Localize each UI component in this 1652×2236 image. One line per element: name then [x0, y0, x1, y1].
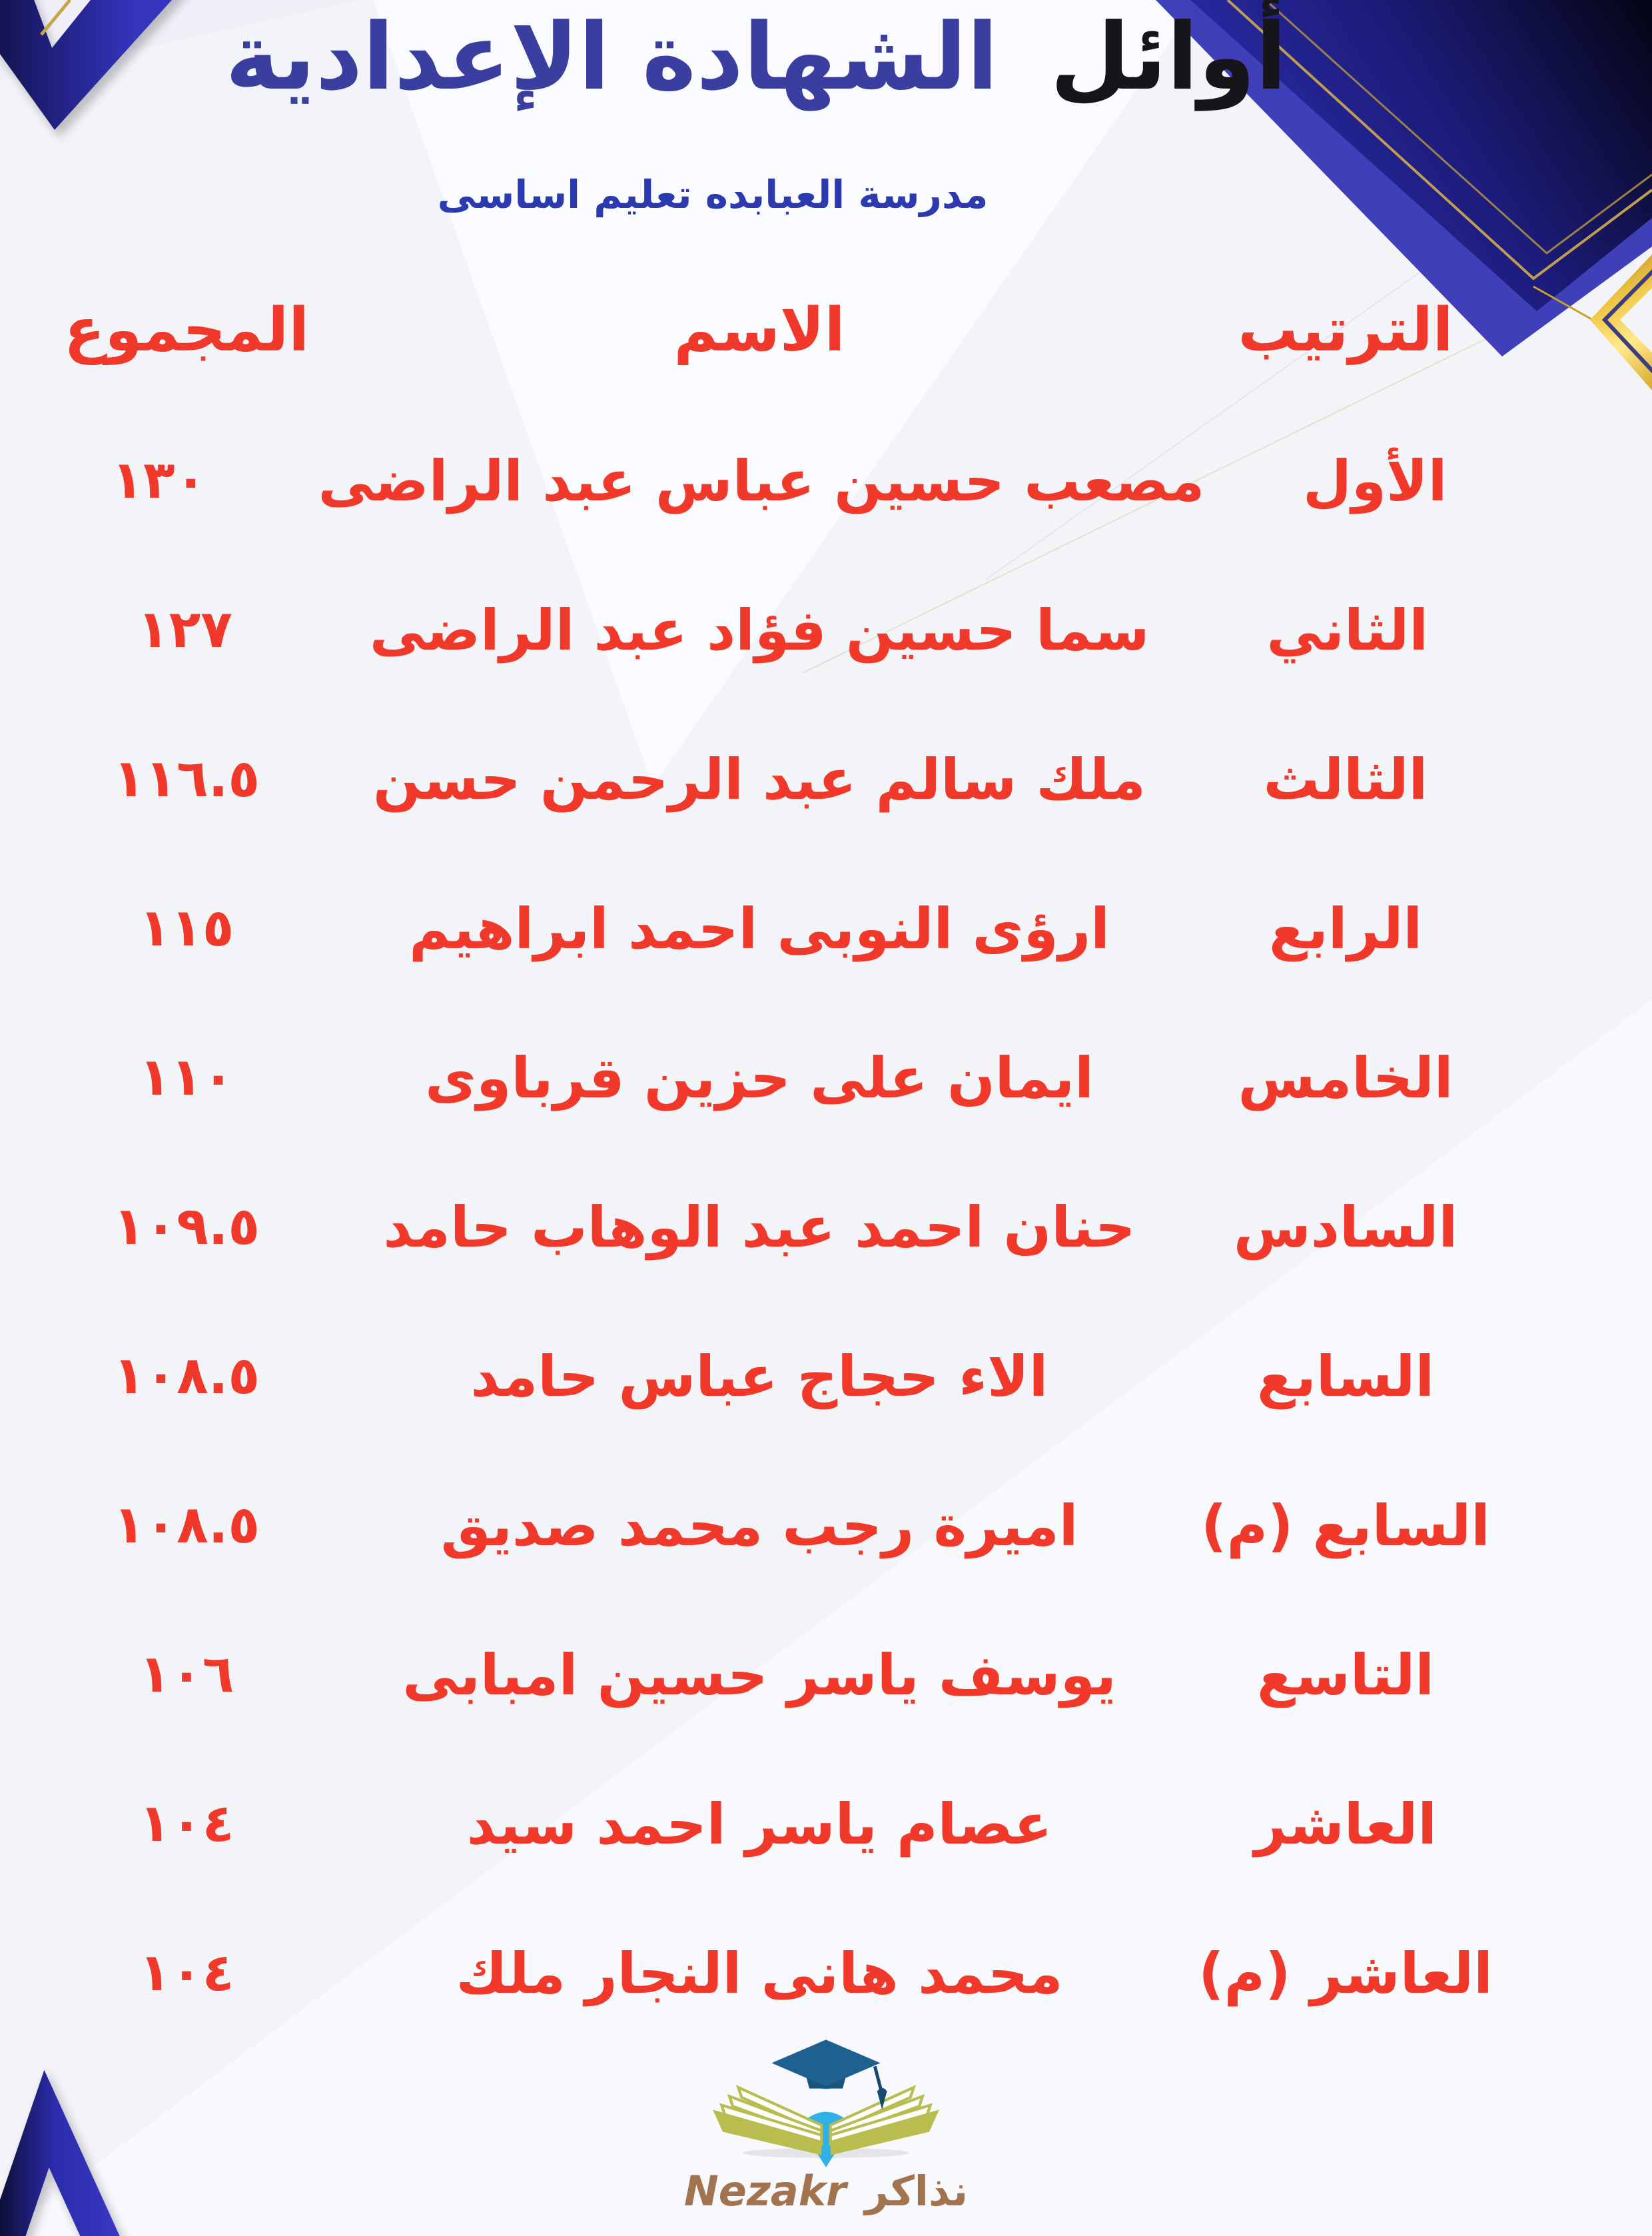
logo-latin-wordmark: Nezakr: [683, 2167, 847, 2215]
rank-cell: السابع (م): [1201, 1492, 1490, 1558]
name-cell: اميرة رجب محمد صديق: [440, 1492, 1078, 1558]
rank-cell: الرابع: [1268, 895, 1423, 961]
name-cell: عصام ياسر احمد سيد: [466, 1791, 1052, 1857]
page-title: [0, 3, 1582, 111]
table-row: [0, 406, 1652, 556]
name-cell: ارؤى النوبى احمد ابراهيم: [409, 895, 1110, 961]
name-cell: مصعب حسين عباس عبد الراضى: [318, 448, 1205, 514]
table-row: [0, 556, 1652, 705]
total-cell: ١٠٤: [139, 1794, 234, 1854]
rank-cell: التاسع: [1256, 1642, 1435, 1708]
table-header-row: [0, 267, 1652, 393]
rank-cell: الخامس: [1238, 1045, 1453, 1111]
table-row: [0, 1451, 1652, 1600]
total-cell: ١٠٤: [139, 1943, 234, 2003]
total-cell: ١٠٦: [139, 1644, 234, 1705]
total-cell: ١١٠: [139, 1047, 234, 1108]
rank-cell: الأول: [1302, 448, 1447, 514]
rank-cell: الثالث: [1263, 746, 1428, 812]
name-cell: ملك سالم عبد الرحمن حسن: [373, 746, 1146, 812]
table-row: [0, 705, 1652, 854]
total-cell: ١٠٨.٥: [113, 1495, 260, 1556]
rank-cell: السابع: [1256, 1343, 1435, 1409]
graduate-student-open-book-icon: [679, 2037, 973, 2171]
logo-wordmark: [673, 2167, 979, 2215]
name-cell: حنان احمد عبد الوهاب حامد: [383, 1194, 1136, 1260]
total-cell: ١٣٠: [111, 450, 207, 511]
table-row: [0, 1003, 1652, 1153]
table-row: [0, 854, 1652, 1003]
table-row: [0, 1899, 1652, 2048]
table-row: [0, 1302, 1652, 1451]
name-cell: الاء حجاج عباس حامد: [470, 1343, 1048, 1409]
total-cell: ١١٥: [139, 898, 234, 959]
table-row: [0, 1750, 1652, 1899]
logo-arabic-wordmark: نذاكر: [865, 2167, 969, 2215]
name-cell: سما حسين فؤاد عبد الراضى: [369, 597, 1150, 663]
title-word-first: أوائل: [1050, 3, 1287, 111]
total-cell: ١٠٨.٥: [113, 1346, 260, 1406]
table-row: [0, 1600, 1652, 1750]
rank-cell: الثاني: [1266, 597, 1429, 663]
rank-cell: العاشر: [1254, 1791, 1438, 1857]
name-cell: محمد هانى النجار ملك: [456, 1940, 1063, 2006]
title-word-rest: الشهادة الإعدادية: [225, 3, 999, 111]
table-row: [0, 1153, 1652, 1302]
total-header: المجموع: [63, 294, 310, 365]
total-cell: ١١٦.٥: [113, 749, 260, 810]
rank-header: الترتيب: [1238, 294, 1453, 365]
results-table: [0, 267, 1652, 2048]
total-cell: ١٠٩.٥: [113, 1197, 260, 1257]
name-cell: ايمان على حزين قرباوى: [425, 1045, 1094, 1111]
rank-cell: العاشر (م): [1198, 1940, 1493, 2006]
school-name: مدرسة العبابده تعليم اساسى: [437, 172, 989, 217]
nezakr-logo: [673, 2037, 979, 2215]
name-cell: يوسف ياسر حسين امبابى: [402, 1642, 1116, 1708]
rank-cell: السادس: [1233, 1194, 1458, 1260]
name-header: الاسم: [673, 294, 845, 365]
total-cell: ١٢٧: [137, 600, 232, 660]
